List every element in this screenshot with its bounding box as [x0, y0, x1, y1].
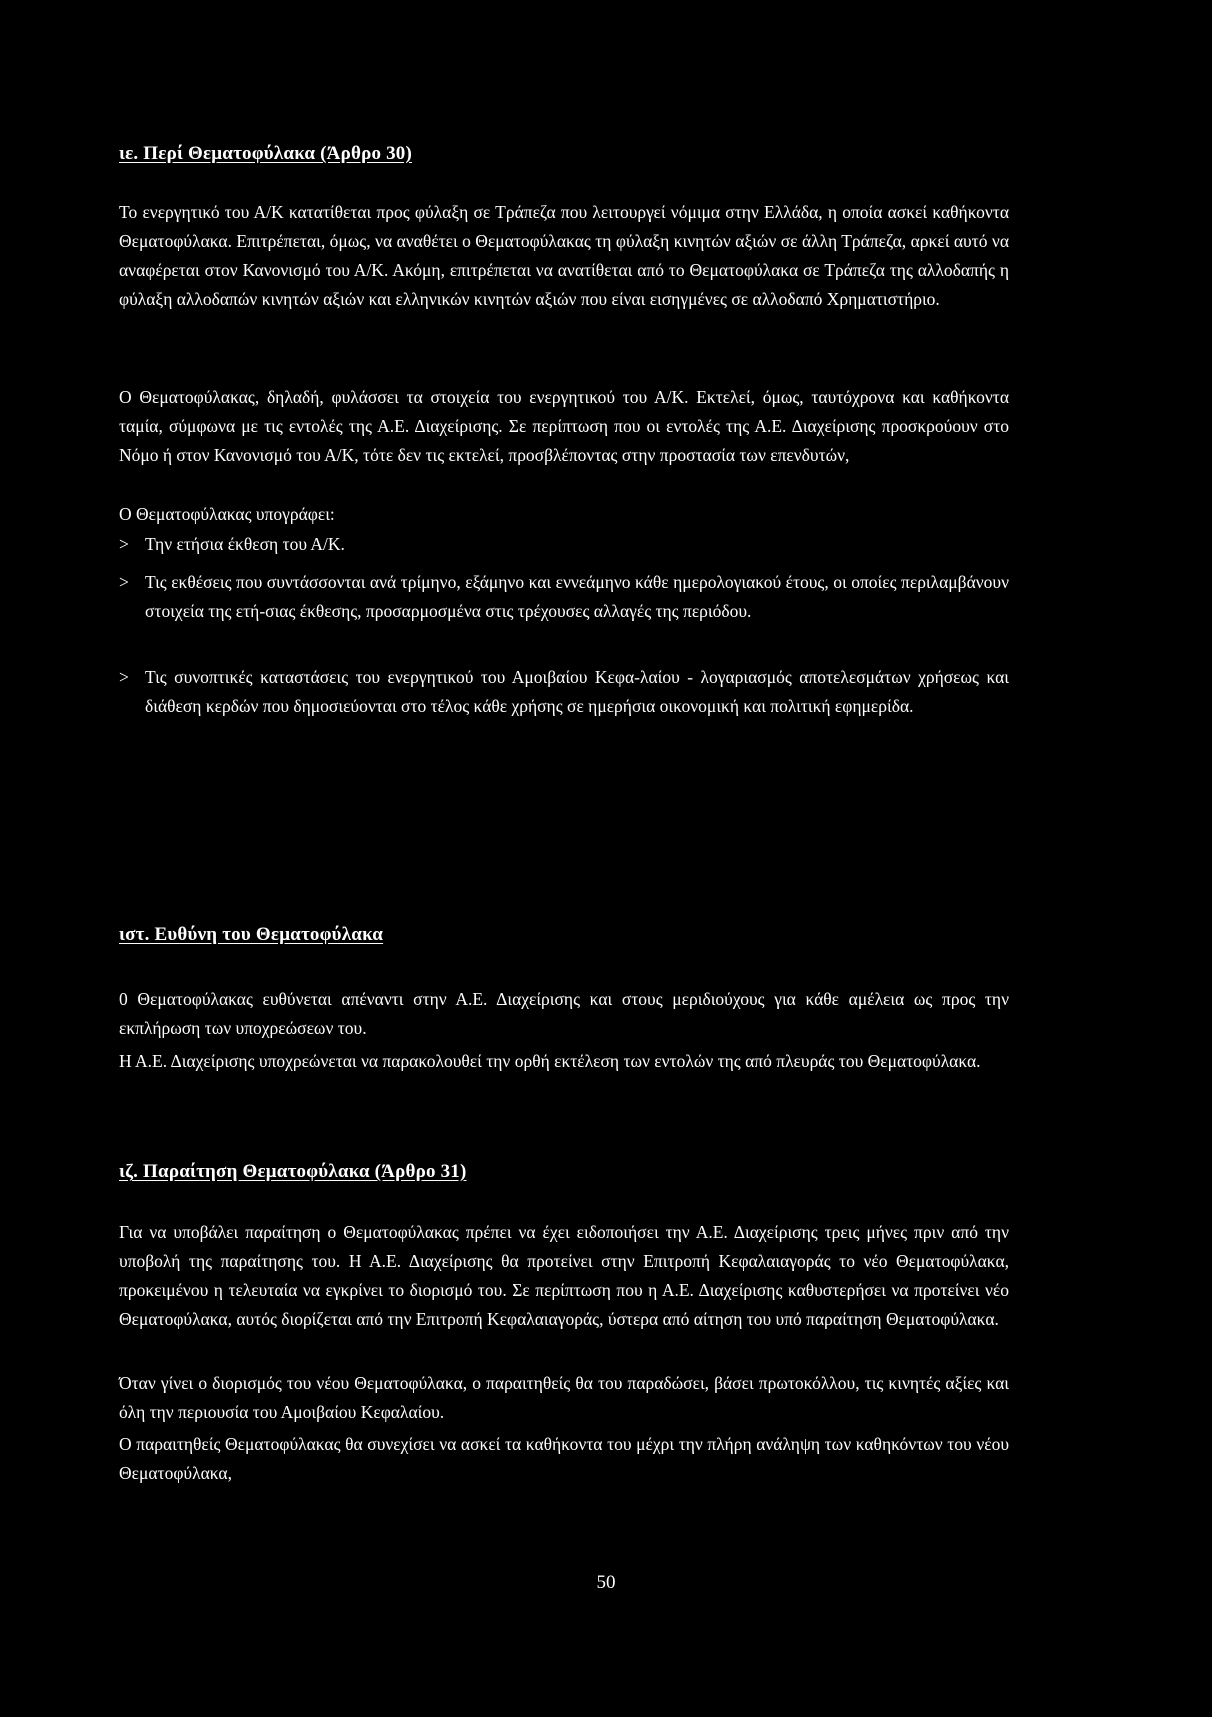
list-item-text: Την ετήσια έκθεση του Α/Κ.: [145, 534, 345, 554]
paragraph-handover: Όταν γίνει ο διορισμός του νέου Θεματοφύλακα, ο παραιτηθείς θα του παραδώσει, βάσει πρωτοκόλλου, τις κινητές αξίες και όλη την περιουσία του Αμοιβαίου Κεφαλαίου.: [119, 1373, 1009, 1422]
paragraph-continuation: Ο παραιτηθείς Θεματοφύλακας θα συνεχίσει να ασκεί τα καθήκοντα του μέχρι την πλήρη ανάληψη των καθηκόντων του νέου Θεματοφύλακα,: [119, 1434, 1009, 1483]
paragraph-supervision: Η Α.Ε. Διαχείρισης υποχρεώνεται να παρακολουθεί την ορθή εκτέλεση των εντολών της από πλευράς του Θεματοφύλακα.: [119, 1051, 981, 1071]
paragraph-custodian-signs: Ο Θεματοφύλακας υπογράφει:: [119, 504, 335, 524]
section-heading-custodian: ιε. Περί Θεματοφύλακα (Άρθρο 30): [119, 143, 413, 164]
paragraph-custodian-deposit: Το ενεργητικό του Α/Κ κατατίθεται προς φύλαξη σε Τράπεζα που λειτουργεί νόμιμα στην Ελλάδα, η οποία ασκεί καθήκοντα Θεματοφύλακα. Επιτρέπεται, όμως, να αναθέτει ο Θεματοφύλακας τη φύλαξη κινητών αξιών σε άλλη Τράπεζα, αρκεί αυτό να αναφέρεται στον Κανονισμό του Α/Κ. Ακόμη, επιτρέπεται να ανατίθεται από το Θεματοφύλακα σε Τράπεζα της αλλοδαπής η φύλαξη αλλοδαπών κινητών αξιών και ελληνικών κινητών αξιών που είναι εισηγμένες σε αλλοδαπό Χρηματιστήριο.: [119, 202, 1009, 309]
list-item-annual-report: [119, 530, 1009, 559]
bullet-arrow-icon: >: [119, 534, 129, 554]
paragraph-liability: 0 Θεματοφύλακας ευθύνεται απέναντι στην Α.Ε. Διαχείρισης και στους μεριδιούχους για κάθε αμέλεια ως προς την εκπλήρωση των υποχρεώσεων του.: [119, 989, 1009, 1038]
bullet-arrow-icon: >: [119, 667, 129, 687]
bullet-arrow-icon: >: [119, 572, 129, 592]
section-heading-resignation: ιζ. Παραίτηση Θεματοφύλακα (Άρθρο 31): [119, 1161, 467, 1182]
list-item-periodic-reports: [119, 568, 1009, 626]
paragraph-custodian-duties: Ο Θεματοφύλακας, δηλαδή, φυλάσσει τα στοιχεία του ενεργητικού του Α/Κ. Εκτελεί, όμως, ταυτόχρονα και καθήκοντα ταμία, σύμφωνα με τις εντολές της Α.Ε. Διαχείρισης. Σε περίπτωση που οι εντολές της Α.Ε. Διαχείρισης προσκρούουν στο Νόμο ή στον Κανονισμό του Α/Κ, τότε δεν τις εκτελεί, προσβλέποντας στην προστασία των επενδυτών,: [119, 387, 1009, 465]
paragraph-resignation-procedure: Για να υποβάλει παραίτηση ο Θεματοφύλακας πρέπει να έχει ειδοποιήσει την Α.Ε. Διαχείρισης τρεις μήνες πριν από την υποβολή της παραίτησης του. Η Α.Ε. Διαχείρισης θα προτείνει στην Επιτροπή Κεφαλαιαγοράς το νέο Θεματοφύλακα, προκειμένου η τελευταία να εγκρίνει το διορισμό του. Σε περίπτωση που η Α.Ε. Διαχείρισης καθυστερήσει να προτείνει νέο Θεματοφύλακα, αυτός διορίζεται από την Επιτροπή Κεφαλαιαγοράς, ύστερα από αίτηση του υπό παραίτηση Θεματοφύλακα.: [119, 1222, 1009, 1329]
list-item-text: Τις εκθέσεις που συντάσσονται ανά τρίμηνο, εξάμηνο και εννεάμηνο κάθε ημερολογιακού έτους, οι οποίες περιλαμβάνουν στοιχεία της ετή-σιας έκθεσης, προσαρμοσμένα στις τρέχουσες αλλαγές της περιόδου.: [145, 572, 1009, 621]
list-item-text: Τις συνοπτικές καταστάσεις του ενεργητικού του Αμοιβαίου Κεφα-λαίου - λογαριασμός αποτελεσμάτων χρήσεως και διάθεση κερδών που δημοσιεύονται στο τέλος κάθε χρήσης σε ημερήσια οικονομική και πολιτική εφημερίδα.: [145, 667, 1009, 716]
list-item-summary-statements: [119, 663, 1009, 721]
page-number: 50: [596, 1572, 616, 1593]
section-heading-liability: ιστ. Ευθύνη του Θεματοφύλακα: [119, 924, 384, 945]
